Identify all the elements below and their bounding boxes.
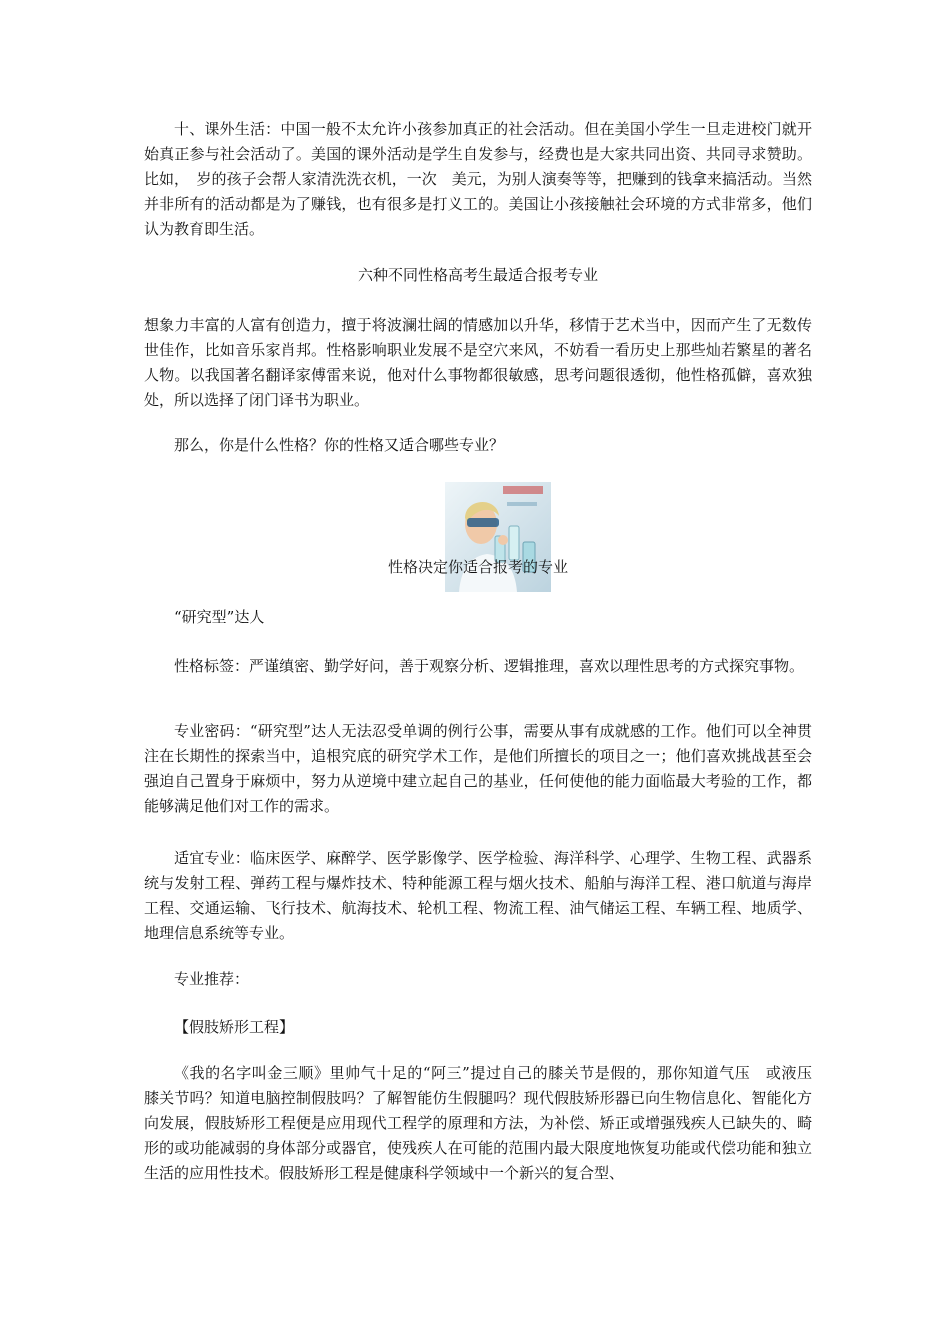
paragraph-prosthetics: 《我的名字叫金三顺》里帅气十足的“阿三”提过自己的膝关节是假的，那你知道气压 或液压 膝关节吗？知道电脑控制假肢吗？了解智能仿生假腿吗？现代假肢矫形器已向生物信息化、智能化方向发展，假肢矫形工程便是应用现代工程学的原理和方法，为补偿、矫正或增强残疾人已缺失的、畸形的或功能减弱的身体部分或器官，使残疾人在可能的范围内最大限度地恢复功能或代偿功能和独立生活的应用性技术。假肢矫形工程是健康科学领域中一个新兴的复合型、	[144, 1064, 828, 1182]
paragraph-major-code: 专业密码：“研究型”达人无法忍受单调的例行公事，需要从事有成就感的工作。他们可以全神贯注在长期性的探索当中，追根究底的研究学术工作，是他们所擅长的项目之一；他们喜欢挑战甚至会强迫自己置身于麻烦中，努力从逆境中建立起自己的基业，任何使他的能力面临最大考验的工作，都能够满足他们对工作的需求。	[144, 722, 812, 815]
section-title: 六种不同性格高考生最适合报考专业	[357, 266, 598, 284]
image-caption: 性格决定你适合报考的专业	[387, 558, 568, 576]
paragraph-imagination: 想象力丰富的人富有创造力，擅于将波澜壮阔的情感加以升华，移情于艺术当中，因而产生了无数传世佳作，比如音乐家肖邦。性格影响职业发展不是空穴来风，不妨看一看历史上那些灿若繁星的著名人物。以我国著名翻译家傅雷来说，他对什么事物都很敏感，思考问题很透彻，他性格孤僻，喜欢独处，所以选择了闭门译书为职业。	[144, 316, 812, 409]
paragraph-recommendation: 专业推荐：	[174, 970, 250, 988]
heading-research-type: “研究型”达人	[174, 608, 265, 626]
heading-prosthetics: 【假肢矫形工程】	[174, 1018, 295, 1036]
paragraph-question: 那么，你是什么性格？你的性格又适合哪些专业？	[174, 436, 505, 454]
paragraph-suitable-majors: 适宜专业：临床医学、麻醉学、医学影像学、医学检验、海洋科学、心理学、生物工程、武器系统与发射工程、弹药工程与爆炸技术、特种能源工程与烟火技术、船舶与海洋工程、港口航道与海岸工程、交通运输、飞行技术、航海技术、轮机工程、物流工程、油气储运工程、车辆工程、地质学、地理信息系统等专业。	[144, 849, 812, 942]
paragraph-extracurricular: 十、课外生活：中国一般不太允许小孩参加真正的社会活动。但在美国小学生一旦走进校门就开始真正参与社会活动了。美国的课外活动是学生自发参与，经费也是大家共同出资、共同寻求赞助。比如， 岁的孩子会帮人家清洗洗衣机，一次 美元，为别人演奏等等，把赚到的钱拿来搞活动。当然并非所有的活动都是为了赚钱，也有很多是打义工的。美国让小孩接触社会环境的方式非常多，他们认为教育即生活。	[144, 120, 812, 238]
paragraph-personality-tags: 性格标签：严谨缜密、勤学好问，善于观察分析、逻辑推理，喜欢以理性思考的方式探究事物。	[174, 657, 805, 675]
